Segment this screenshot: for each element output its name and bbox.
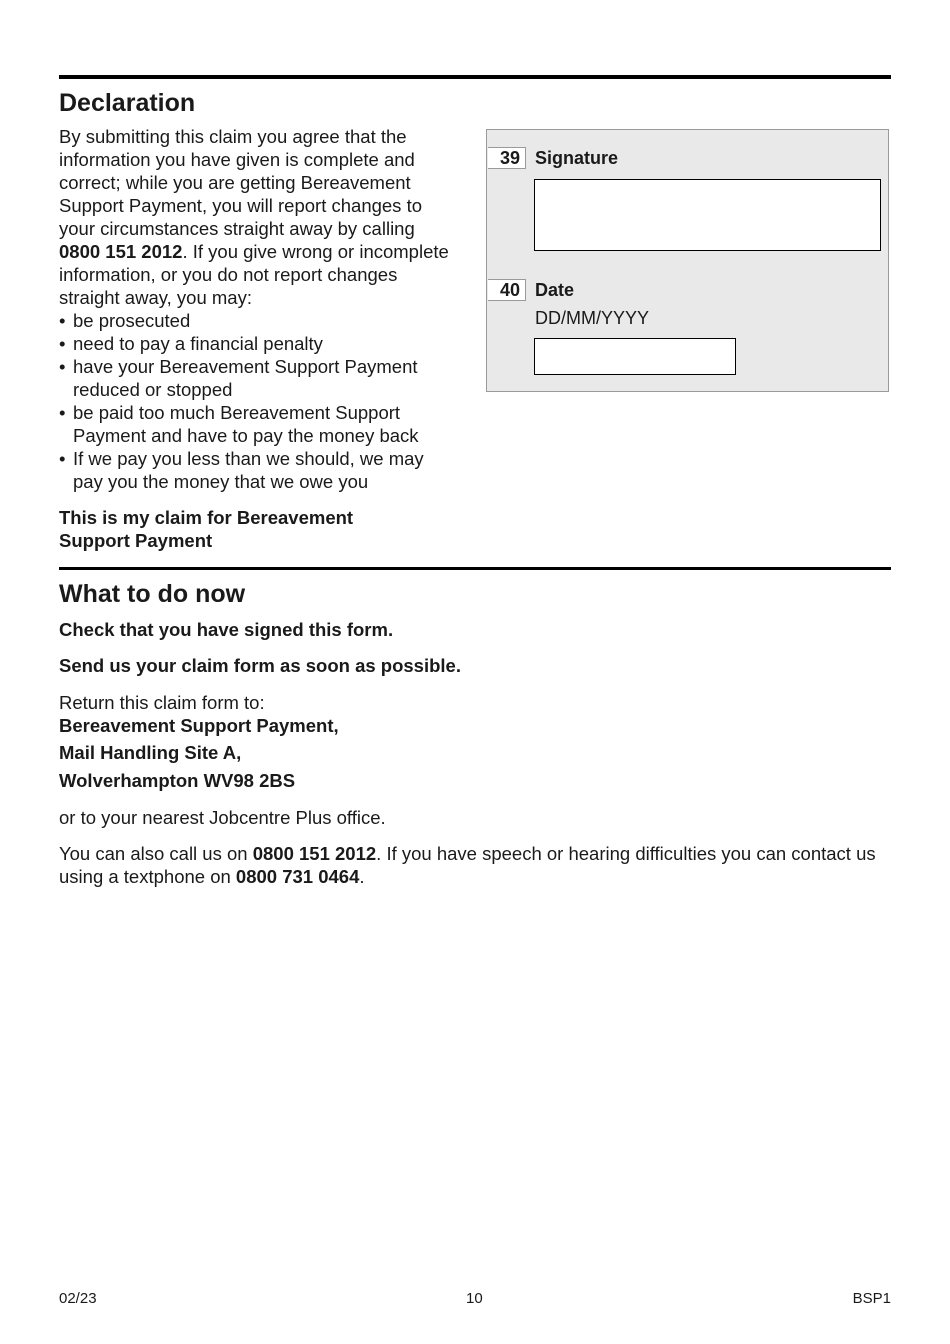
section-rule-declaration: [59, 75, 891, 79]
form-code: BSP1: [852, 1290, 891, 1307]
claim-statement: This is my claim for Bereavement Support Payment: [59, 507, 354, 551]
declaration-text: [59, 125, 451, 493]
consequence-list: [59, 309, 451, 493]
question-number-40: 40: [488, 279, 526, 301]
signature-form-panel: [486, 129, 889, 392]
list-item: • be paid too much Bereavement Support Payment and have to pay the money back: [59, 401, 451, 447]
list-item: • have your Bereavement Support Payment reduced or stopped: [59, 355, 451, 401]
jobcentre-text: or to your nearest Jobcentre Plus office.: [59, 807, 386, 828]
declaration-heading: Declaration: [59, 89, 196, 117]
list-item: • be prosecuted: [59, 309, 451, 332]
address-line-1: Bereavement Support Payment,: [59, 715, 339, 736]
send-claim-text: Send us your claim form as soon as possible.: [59, 655, 461, 676]
date-format-hint: DD/MM/YYYY: [535, 308, 650, 328]
contact-text: [59, 842, 891, 888]
contact-phone: 0800 151 2012: [252, 843, 377, 864]
what-now-heading: What to do now: [59, 580, 246, 608]
declaration-intro-1: By submitting this claim you agree that the information you have given is complete and correct; while you are getting Bereavement Support Payment, you will report changes to your circumstances straight away by calling: [59, 126, 422, 239]
list-item: • If we pay you less than we should, we may pay you the money that we owe you: [59, 447, 451, 493]
declaration-phone: 0800 151 2012: [59, 241, 183, 262]
footer-date: 02/23: [59, 1290, 97, 1307]
section-rule-what-now: [59, 567, 891, 570]
date-field[interactable]: [534, 338, 736, 375]
contact-text-part: You can also call us on: [59, 843, 253, 864]
address-line-3: Wolverhampton WV98 2BS: [59, 770, 296, 791]
return-label: Return this claim form to:: [59, 692, 265, 713]
contact-text-part: .: [359, 866, 365, 887]
page-number: 10: [466, 1290, 483, 1307]
textphone-number: 0800 731 0464: [235, 866, 360, 887]
declaration-intro-2: . If you give wrong or incomplete information, or you do not report changes straight away, you may:: [59, 241, 449, 308]
check-signed-text: Check that you have signed this form.: [59, 619, 394, 640]
address-line-2: Mail Handling Site A,: [59, 742, 242, 763]
contact-text-part: . If you have speech or hearing difficulties you can contact us using a textphone on: [59, 843, 876, 887]
question-number-39: 39: [488, 147, 526, 169]
signature-label: Signature: [535, 148, 619, 168]
list-item: • need to pay a financial penalty: [59, 332, 451, 355]
signature-field[interactable]: [534, 179, 881, 251]
date-label: Date: [535, 280, 575, 300]
